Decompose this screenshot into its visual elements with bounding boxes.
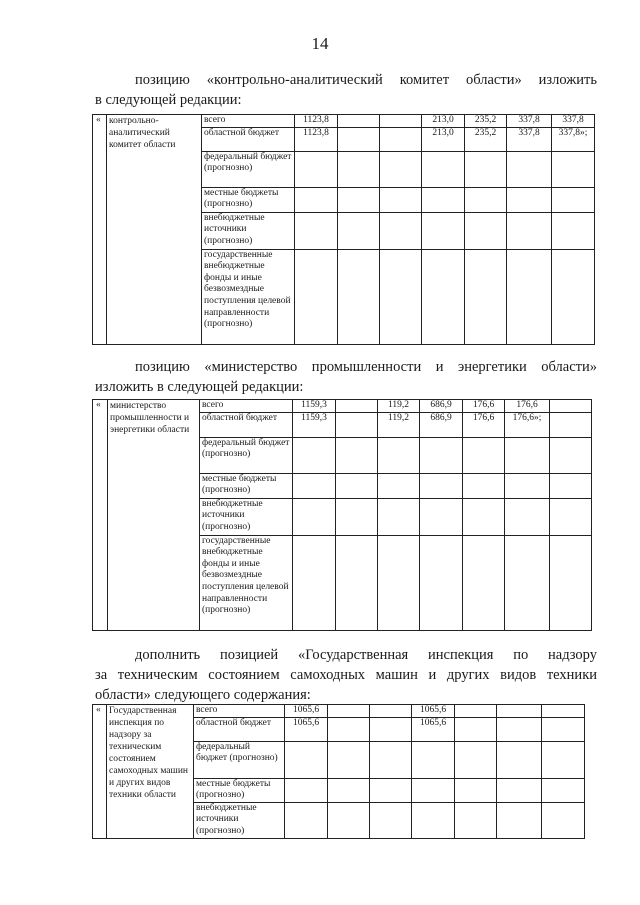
- value-cell: 235,2: [465, 127, 507, 151]
- value-cell: [465, 249, 507, 344]
- funding-source-label: федеральный бюджет (прогнозно): [200, 437, 293, 473]
- value-cell: [285, 778, 328, 802]
- value-cell: [507, 249, 552, 344]
- intro-line: позицию «министерство промышленности и энергетики области»: [135, 359, 597, 375]
- value-cell: [380, 115, 422, 128]
- value-cell: 1123,8: [295, 115, 338, 128]
- value-cell: 337,8: [507, 127, 552, 151]
- funding-source-label: областной бюджет: [202, 127, 295, 151]
- table-row: [93, 115, 595, 128]
- intro-line: позицию «контрольно-аналитический комитет области» изложить: [135, 72, 597, 88]
- value-cell: 337,8»;: [552, 127, 595, 151]
- value-cell: [552, 151, 595, 187]
- value-cell: 176,6: [463, 412, 505, 437]
- funding-source-label: местные бюджеты (прогнозно): [200, 473, 293, 498]
- value-cell: [295, 249, 338, 344]
- value-cell: [293, 535, 336, 630]
- value-cell: 1159,3: [293, 412, 336, 437]
- value-cell: [550, 535, 592, 630]
- value-cell: 176,6»;: [505, 412, 550, 437]
- value-cell: [380, 127, 422, 151]
- value-cell: [465, 187, 507, 212]
- value-cell: [328, 778, 370, 802]
- value-cell: 1123,8: [295, 127, 338, 151]
- value-cell: [336, 437, 378, 473]
- value-cell: [338, 151, 380, 187]
- value-cell: [497, 802, 542, 838]
- value-cell: [542, 717, 585, 741]
- value-cell: [550, 437, 592, 473]
- quote-mark: «: [93, 115, 107, 345]
- intro-line: за техническим состоянием самоходных машин и других видов техники: [95, 667, 597, 683]
- funding-source-label: областной бюджет: [194, 717, 285, 741]
- value-cell: [370, 741, 412, 778]
- value-cell: [463, 535, 505, 630]
- section-2-intro: [95, 357, 597, 397]
- value-cell: [463, 437, 505, 473]
- funding-source-label: государственные внебюджетные фонды и иные безвозмездные поступления целевой направленности (прогнозно): [200, 535, 293, 630]
- value-cell: [542, 802, 585, 838]
- value-cell: [422, 187, 465, 212]
- value-cell: [505, 535, 550, 630]
- organization-name: Государственная инспекция по надзору за техническим состоянием самоходных машин и других видов техники области: [107, 705, 194, 839]
- value-cell: [542, 705, 585, 718]
- value-cell: [465, 151, 507, 187]
- value-cell: 213,0: [422, 127, 465, 151]
- value-cell: [336, 535, 378, 630]
- value-cell: [542, 778, 585, 802]
- value-cell: [420, 535, 463, 630]
- funding-source-label: внебюджетные источники (прогнозно): [194, 802, 285, 838]
- value-cell: 1065,6: [412, 705, 455, 718]
- value-cell: [455, 717, 497, 741]
- value-cell: [420, 437, 463, 473]
- value-cell: [370, 802, 412, 838]
- value-cell: [552, 249, 595, 344]
- value-cell: [505, 437, 550, 473]
- funding-source-label: областной бюджет: [200, 412, 293, 437]
- funding-source-label: всего: [194, 705, 285, 718]
- value-cell: 213,0: [422, 115, 465, 128]
- value-cell: [463, 473, 505, 498]
- value-cell: [380, 151, 422, 187]
- value-cell: 686,9: [420, 400, 463, 413]
- value-cell: [328, 717, 370, 741]
- section-1-table: [92, 114, 595, 345]
- value-cell: [550, 498, 592, 535]
- value-cell: [507, 187, 552, 212]
- value-cell: [293, 473, 336, 498]
- value-cell: [338, 115, 380, 128]
- value-cell: [338, 249, 380, 344]
- value-cell: [295, 212, 338, 249]
- value-cell: 337,8: [507, 115, 552, 128]
- value-cell: [378, 437, 420, 473]
- value-cell: [455, 802, 497, 838]
- value-cell: [336, 473, 378, 498]
- quote-mark: «: [93, 400, 108, 631]
- funding-source-label: федеральный бюджет (прогнозно): [202, 151, 295, 187]
- value-cell: [505, 498, 550, 535]
- page-number: 14: [311, 34, 329, 53]
- value-cell: 119,2: [378, 412, 420, 437]
- organization-name: контрольно-аналитический комитет области: [107, 115, 202, 345]
- value-cell: [507, 212, 552, 249]
- value-cell: 1159,3: [293, 400, 336, 413]
- value-cell: [378, 473, 420, 498]
- funding-source-label: внебюджетные источники (прогнозно): [200, 498, 293, 535]
- value-cell: 1065,6: [285, 705, 328, 718]
- value-cell: [497, 741, 542, 778]
- value-cell: [507, 151, 552, 187]
- value-cell: [455, 741, 497, 778]
- value-cell: 1065,6: [285, 717, 328, 741]
- table-row: [93, 705, 585, 718]
- organization-name: министерство промышленности и энергетики области: [108, 400, 200, 631]
- value-cell: [422, 249, 465, 344]
- funding-source-label: местные бюджеты (прогнозно): [202, 187, 295, 212]
- value-cell: [380, 187, 422, 212]
- value-cell: [378, 498, 420, 535]
- funding-source-label: внебюджетные источники (прогнозно): [202, 212, 295, 249]
- value-cell: [552, 187, 595, 212]
- intro-line: в следующей редакции:: [95, 92, 242, 108]
- funding-source-label: всего: [200, 400, 293, 413]
- value-cell: [463, 498, 505, 535]
- value-cell: [295, 187, 338, 212]
- funding-source-label: государственные внебюджетные фонды и иные безвозмездные поступления целевой направленности (прогнозно): [202, 249, 295, 344]
- section-1-intro: [95, 70, 597, 110]
- value-cell: [497, 778, 542, 802]
- value-cell: [336, 412, 378, 437]
- section-3-intro: [95, 645, 597, 705]
- funding-source-label: федеральный бюджет (прогнозно): [194, 741, 285, 778]
- value-cell: [370, 778, 412, 802]
- value-cell: [293, 437, 336, 473]
- value-cell: [422, 151, 465, 187]
- value-cell: [420, 473, 463, 498]
- value-cell: [550, 473, 592, 498]
- value-cell: [505, 473, 550, 498]
- value-cell: 176,6: [505, 400, 550, 413]
- intro-line: дополнить позицией «Государственная инспекция по надзору: [135, 647, 597, 663]
- value-cell: [370, 705, 412, 718]
- value-cell: [285, 741, 328, 778]
- value-cell: [328, 802, 370, 838]
- value-cell: 176,6: [463, 400, 505, 413]
- section-2-table: [92, 399, 592, 631]
- value-cell: [550, 412, 592, 437]
- funding-source-label: местные бюджеты (прогнозно): [194, 778, 285, 802]
- value-cell: [552, 212, 595, 249]
- value-cell: 1065,6: [412, 717, 455, 741]
- value-cell: [455, 705, 497, 718]
- value-cell: [338, 212, 380, 249]
- value-cell: [497, 705, 542, 718]
- value-cell: [336, 498, 378, 535]
- value-cell: [285, 802, 328, 838]
- value-cell: [338, 187, 380, 212]
- value-cell: 119,2: [378, 400, 420, 413]
- table-row: [93, 400, 592, 413]
- value-cell: 337,8: [552, 115, 595, 128]
- value-cell: [412, 741, 455, 778]
- value-cell: [455, 778, 497, 802]
- value-cell: [378, 535, 420, 630]
- value-cell: [380, 212, 422, 249]
- value-cell: [422, 212, 465, 249]
- value-cell: [465, 212, 507, 249]
- value-cell: [550, 400, 592, 413]
- value-cell: [338, 127, 380, 151]
- intro-line: изложить в следующей редакции:: [95, 379, 304, 395]
- value-cell: [295, 151, 338, 187]
- funding-source-label: всего: [202, 115, 295, 128]
- value-cell: [336, 400, 378, 413]
- value-cell: [542, 741, 585, 778]
- value-cell: [412, 802, 455, 838]
- value-cell: [412, 778, 455, 802]
- value-cell: [370, 717, 412, 741]
- value-cell: [420, 498, 463, 535]
- section-3-table: [92, 704, 585, 839]
- value-cell: 235,2: [465, 115, 507, 128]
- value-cell: [380, 249, 422, 344]
- value-cell: [328, 705, 370, 718]
- value-cell: [293, 498, 336, 535]
- quote-mark: «: [93, 705, 107, 839]
- intro-line: области» следующего содержания:: [95, 687, 311, 703]
- value-cell: [497, 717, 542, 741]
- value-cell: [328, 741, 370, 778]
- value-cell: 686,9: [420, 412, 463, 437]
